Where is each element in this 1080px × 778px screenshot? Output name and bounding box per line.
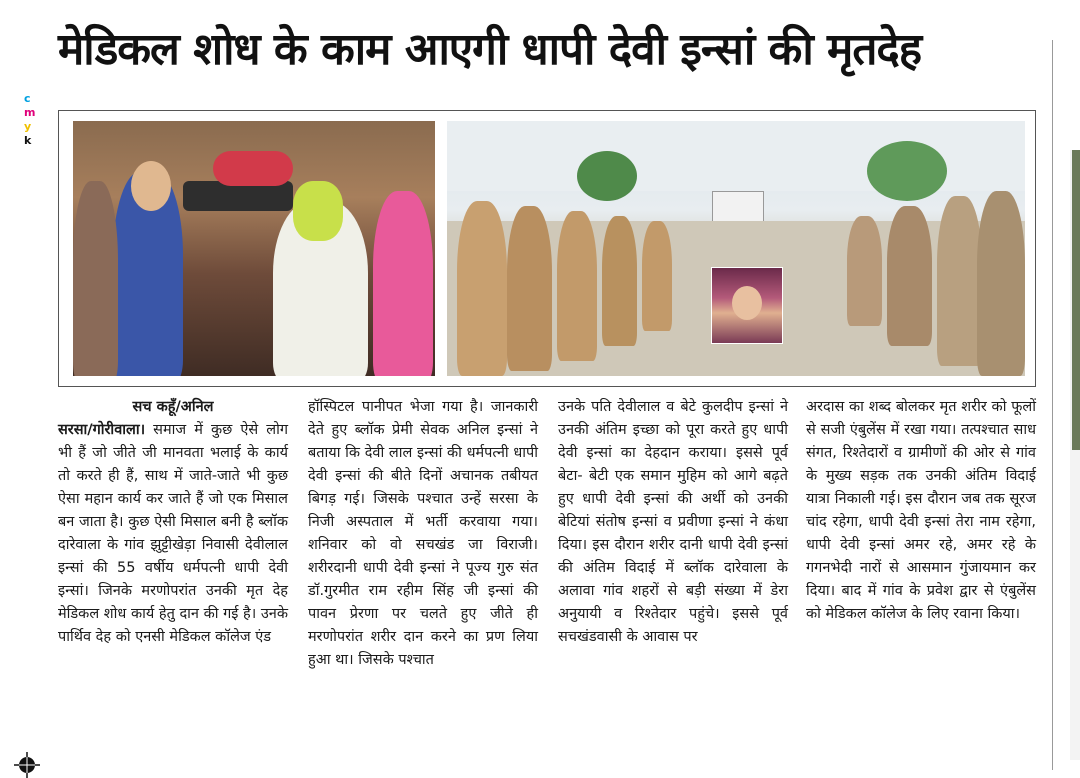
adjacent-photo-edge	[1072, 150, 1080, 450]
column-1-body: समाज में कुछ ऐसे लोग भी हैं जो जीते जी मानवता भलाई के कार्य तो करते ही हैं, साथ में जाते-जाते भी कुछ ऐसा महान कार्य कर जाते हैं जो एक मिसाल बन जाता है। कुछ ऐसी मिसाल बनी है ब्लॉक दारेवाला के गांव झुट्टीखेड़ा निवासी देवीलाल इन्सां की 55 वर्षीय धर्मपत्नी धापी देवी इन्सां। जिनके मरणोपरांत उनकी मृत देह मेडिकल शोध कार्य हेतु दान की गई है। उनके पार्थिव देह को एनसी मेडिकल कॉलेज एंड	[58, 422, 288, 645]
column-3-text: उनके पति देवीलाल व बेटे कुलदीप इन्सां ने उनकी अंतिम इच्छा को पूरा करते हुए धापी देवी इन्सां का देहदान कराया। इससे पूर्व बेटा- बेटी एक समान मुहिम को आगे बढ़ते हुए धापी देवी इन्सां की अर्थी को उनकी बेटियां संतोष इन्सां व प्रवीणा इन्सां ने कंधा दिया। इस दौरान शरीर दानी धापी देवी इन्सां की अंतिम विदाई में ब्लॉक दारेवाला के अलावा गांव शहरों से बड़ी संख्या में डेरा अनुयायी व रिश्तेदार पहुंचे। इससे पूर्व सचखंडवासी के आवास पर	[558, 399, 788, 645]
portrait-face	[732, 286, 762, 320]
sewadar-2	[507, 206, 552, 371]
yellow-scarf	[293, 181, 343, 241]
column-1-text	[58, 419, 288, 649]
column-4-text: अरदास का शब्द बोलकर मृत शरीर को फूलों से सजी एंबुलेंस में रखा गया। तत्पश्चात साध संगत, रिश्तेदारों व ग्रामीणों की ओर से गांव के मुख्य सड़क तक उनकी अंतिम विदाई यात्रा निकाली गई। इस दौरान जब तक सूरज चांद रहेगा, धापी देवी इन्सां तेरा नाम रहेगा, धापी देवी इन्सां अमर रहे, अमर रहे के गगनभेदी नारों से आसमान गुंजायमान कर दिया। बाद में गांव के प्रवेश द्वार से एंबुलेंस को मेडिकल कॉलेज के लिए रवाना किया।	[806, 399, 1036, 622]
cmyk-k: k	[24, 134, 32, 147]
cmyk-registration-marks	[24, 92, 35, 148]
tree	[577, 151, 637, 201]
column-2-text: हॉस्पिटल पानीपत भेजा गया है। जानकारी देते हुए ब्लॉक प्रेमी सेवक अनिल इन्सां ने बताया कि देवी लाल इन्सां की धर्मपत्नी धापी देवी इन्सां की बीते दिनों अचानक तबीयत बिगड़ गई। जिसके पश्चात उन्हें सरसा के निजी अस्पताल में भर्ती करवाया गया। शनिवार को वो सचखंड जा विराजी। शरीरदानी धापी देवी इन्सां ने पूज्य गुरु संत डॉ.गुरमीत राम रहीम सिंह जी इन्सां की पावन प्रेरणा पर चलते हुए जीते ही मरणोपरांत शरीर दान करने का प्रण लिया हुआ था। जिसके पश्चात	[308, 399, 538, 668]
sewadar-8	[937, 196, 982, 366]
man-left	[73, 181, 118, 376]
photo-frame	[58, 110, 1036, 387]
portrait-inset-photo	[711, 267, 783, 344]
face-1	[131, 161, 171, 211]
flowers	[213, 151, 293, 186]
article-column-2	[308, 396, 538, 672]
sewadar-7	[887, 206, 932, 346]
sewadar-9	[977, 191, 1025, 376]
headline: मेडिकल शोध के काम आएगी धापी देवी इन्सां की मृतदेह	[58, 24, 922, 75]
funeral-procession-photo	[73, 121, 435, 376]
article-column-4	[806, 396, 1036, 626]
article-column-1	[58, 396, 288, 649]
woman-pink	[373, 191, 433, 376]
article-column-3	[558, 396, 788, 649]
sewadar-5	[642, 221, 672, 331]
sewadar-1	[457, 201, 507, 376]
tree-2	[867, 141, 947, 201]
sewadar-3	[557, 211, 597, 361]
cmyk-m: m	[24, 106, 36, 119]
cmyk-c: c	[24, 92, 31, 105]
byline: सच कहूँ/अनिल	[132, 399, 214, 415]
sewadar-6	[847, 216, 882, 326]
registration-mark-icon	[14, 752, 40, 778]
column-rule	[1052, 40, 1053, 770]
dateline: सरसा/गोरीवाला।	[58, 422, 146, 438]
sewadar-4	[602, 216, 637, 346]
cmyk-y: y	[24, 120, 32, 133]
